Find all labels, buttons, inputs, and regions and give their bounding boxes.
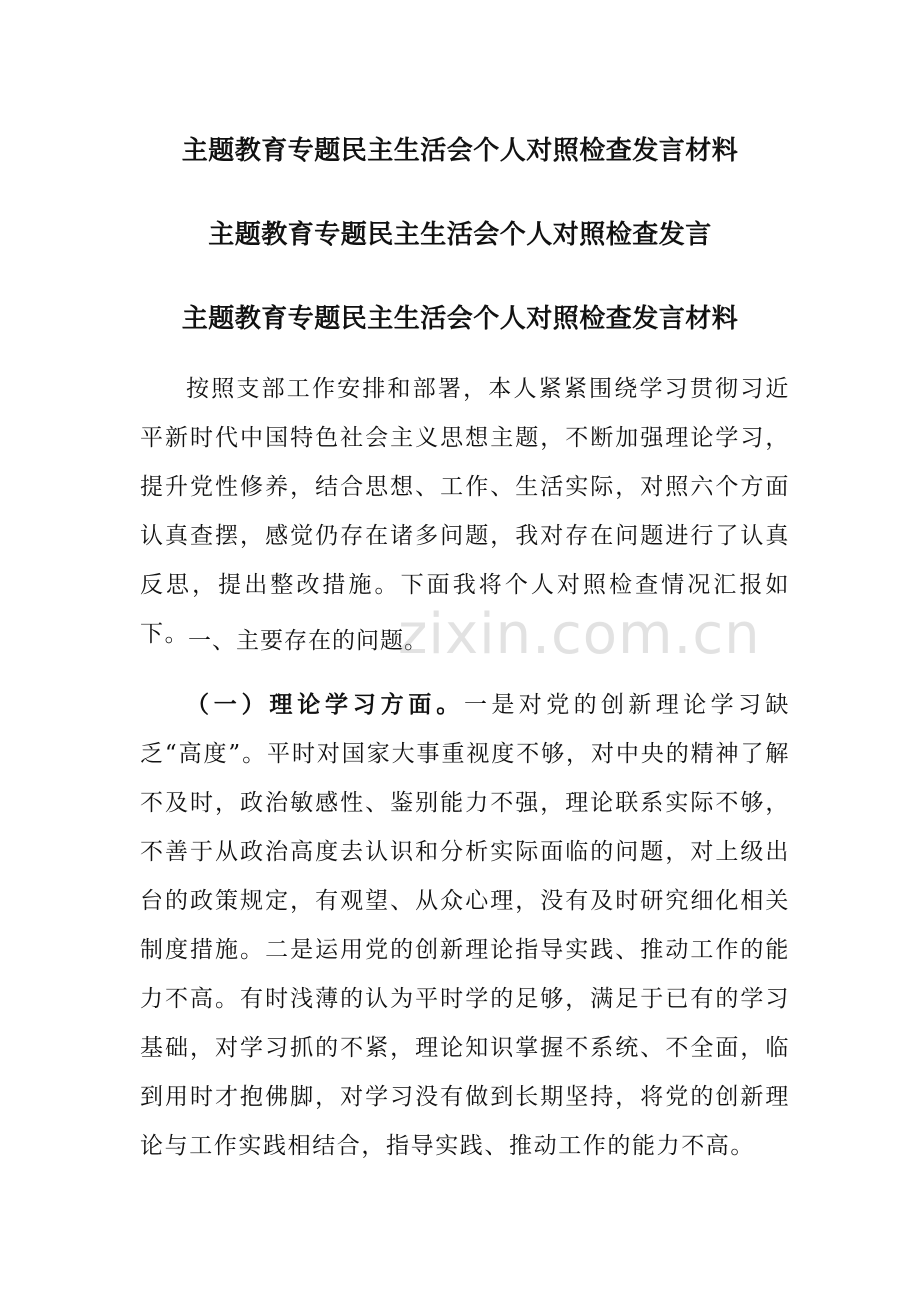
intro-paragraph: 按照支部工作安排和部署，本人紧紧围绕学习贯彻习近平新时代中国特色社会主义思想主题，不断加强理论学习，提升党性修养，结合思想、工作、生活实际，对照六个方面认真查摆，感觉仍存在诸多问题，我对存在问题进行了认真反思，提出整改措施。下面我将个人对照检查情况汇报如下。 bbox=[140, 376, 790, 647]
watermark: zixin.com.cn bbox=[398, 602, 761, 667]
document-title-repeat: 主题教育专题民主生活会个人对照检查发言材料 bbox=[181, 304, 739, 334]
section-heading: 一、主要存在的问题。 bbox=[188, 628, 428, 654]
section-text: 一是对党的创新理论学习缺乏“高度”。平时对国家大事重视度不够，对中央的精神了解不及时，政治敏感性、鉴别能力不强，理论联系实际不够，不善于从政治高度去认识和分析实际面临的问题，对上级出台的政策规定，有观望、从众心理，没有及时研究细化相关制度措施。二是运用党的创新理论指导实践、推动工作的能力不高。有时浅薄的认为平时学的足够，满足于已有的学习基础，对学习抓的不紧，理论知识掌握不系统、不全面，临到用时才抱佛脚，对学习没有做到长期坚持，将党的创新理论与工作实践相结合，指导实践、推动工作的能力不高。 bbox=[140, 692, 790, 1159]
document-title: 主题教育专题民主生活会个人对照检查发言材料 bbox=[181, 136, 739, 166]
document-subtitle: 主题教育专题民主生活会个人对照检查发言 bbox=[208, 220, 712, 250]
section-label: （一）理论学习方面。 bbox=[186, 691, 464, 718]
section-paragraph bbox=[140, 680, 790, 1171]
